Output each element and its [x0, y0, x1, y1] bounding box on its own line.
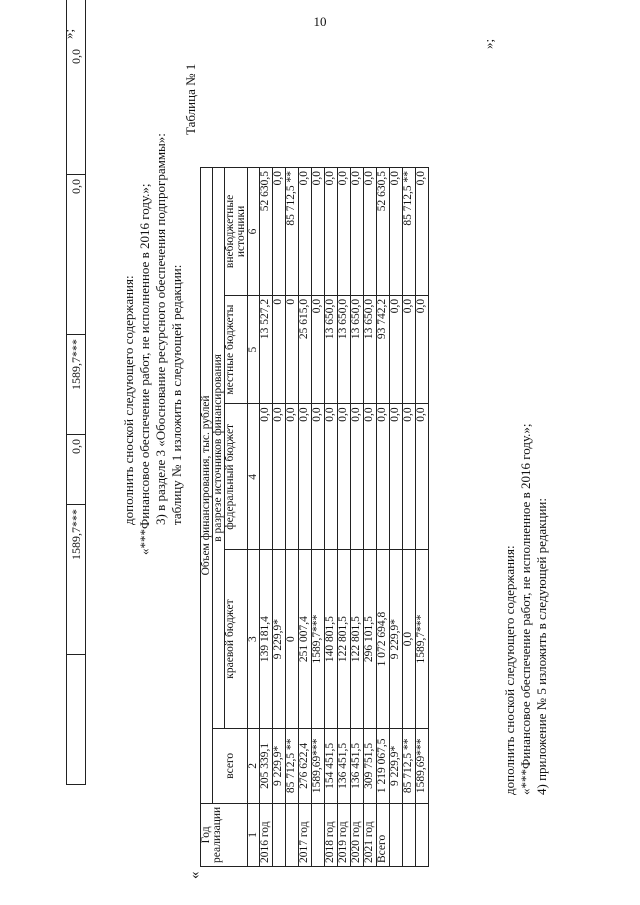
table-title: Таблица № 1: [183, 63, 198, 135]
column-number: 4: [248, 404, 260, 550]
table-cell: 93 742,2: [377, 295, 390, 404]
table-row: [416, 168, 429, 867]
table-cell: 0,0: [364, 404, 377, 550]
table-cell: 0,0: [286, 404, 299, 550]
intro-line-4: таблицу № 1 изложить в следующей редакции:: [169, 264, 184, 525]
table-cell: 2020 год: [351, 803, 364, 866]
table-cell: 0,0: [299, 168, 312, 296]
table-cell: 309 751,5: [364, 728, 377, 803]
table-cell: 122 801,5: [338, 550, 351, 729]
table-cell: 0,0: [416, 168, 429, 296]
header-federal: федеральный бюджет: [225, 404, 248, 550]
table-cell: 0,0: [403, 550, 416, 729]
table-cell: 2016 год: [260, 803, 273, 866]
outro-line-2: «***Финансовое обеспечение работ, не исполненное в 2016 году.»;: [518, 423, 533, 795]
table-row: [299, 168, 312, 867]
table-cell: 0,0: [325, 168, 338, 296]
header-year: Год реализации: [201, 803, 248, 866]
table-cell: 52 630,5: [260, 168, 273, 296]
table-cell: [273, 803, 286, 866]
table-cell: 136 451,5: [338, 728, 351, 803]
table-cell: 0,0: [67, 435, 85, 505]
header-breakdown: в разрезе источников финансирования: [213, 168, 225, 729]
closing-quote: »;: [61, 28, 76, 39]
table-cell: [403, 803, 416, 866]
table-cell: 9 229,9*: [390, 728, 403, 803]
table-cell: 139 181,4: [260, 550, 273, 729]
table-cell: 2017 год: [299, 803, 312, 866]
table-cell: 13 650,0: [364, 295, 377, 404]
table-cell: 2021 год: [364, 803, 377, 866]
column-number: 2: [248, 728, 260, 803]
table-cell: 140 801,5: [325, 550, 338, 729]
table-row: [286, 168, 299, 867]
table-cell: 13 650,0: [351, 295, 364, 404]
table-row: [364, 168, 377, 867]
table-cell: 9 229,9*: [390, 550, 403, 729]
table-cell: 1 072 694,8: [377, 550, 390, 729]
opening-quote: «: [187, 871, 203, 879]
table-cell: 85 712,5 **: [403, 728, 416, 803]
table-cell: 0,0: [403, 295, 416, 404]
table-cell: 85 712,5 **: [403, 168, 416, 296]
table-row: [260, 168, 273, 867]
table-cell: 13 650,0: [325, 295, 338, 404]
table-cell: 1589,7***: [67, 335, 85, 435]
table-cell: 154 451,5: [325, 728, 338, 803]
table-cell: 0,0: [312, 168, 325, 296]
intro-line-2: «***Финансовое обеспечение работ, не исполненное в 2016 году.»;: [137, 183, 152, 555]
table-cell: 0,0: [390, 295, 403, 404]
table-cell: 0,0: [377, 404, 390, 550]
column-number: 6: [248, 168, 260, 296]
financing-table: [200, 167, 429, 867]
table-cell: 0,0: [351, 168, 364, 296]
table-cell: 122 801,5: [351, 550, 364, 729]
table-body: [260, 168, 429, 867]
table-cell: 0,0: [312, 404, 325, 550]
table-cell: 0,0: [67, 45, 85, 175]
header-kraevoy: краевой бюджет: [225, 550, 248, 729]
table-cell: 276 622,4: [299, 728, 312, 803]
table-cell: 9 229,9*: [273, 550, 286, 729]
table-cell: 251 007,4: [299, 550, 312, 729]
column-number: 5: [248, 295, 260, 404]
table-cell: 0,0: [338, 404, 351, 550]
table-cell: 0,0: [325, 404, 338, 550]
intro-line-1: дополнить сноской следующего содержания:: [121, 275, 136, 525]
table-cell: 0,0: [312, 295, 325, 404]
table-cell: 1589,7***: [312, 550, 325, 729]
column-number: 1: [248, 803, 260, 866]
table-cell: [286, 803, 299, 866]
outro-line-1: дополнить сноской следующего содержания:: [502, 545, 517, 795]
table-cell: 0,0: [273, 168, 286, 296]
table-cell: 9 229,9*: [273, 728, 286, 803]
table-cell: [390, 803, 403, 866]
table-cell: 0,0: [273, 404, 286, 550]
table-cell: 52 630,5: [377, 168, 390, 296]
table-cell: 0,0: [260, 404, 273, 550]
table-cell: 0,0: [364, 168, 377, 296]
table-row: [377, 168, 390, 867]
table-cell: 0,0: [403, 404, 416, 550]
table-cell: 13 527,2: [260, 295, 273, 404]
intro-line-3: 3) в разделе 3 «Обоснование ресурсного обеспечения подпрограммы»:: [153, 133, 168, 525]
column-number: 3: [248, 550, 260, 729]
continued-table-row: [66, 0, 86, 785]
table-cell: 1589,69***: [416, 728, 429, 803]
page-number: 10: [313, 14, 327, 29]
table-cell: Всего: [377, 803, 390, 866]
table-row: [403, 168, 416, 867]
table-cell: [67, 655, 85, 785]
table-cell: 136 451,5: [351, 728, 364, 803]
table-cell: 2018 год: [325, 803, 338, 866]
header-local: местные бюджеты: [225, 295, 248, 404]
table-cell: [416, 803, 429, 866]
table-cell: 296 101,5: [364, 550, 377, 729]
table-cell: 0,0: [299, 404, 312, 550]
table-row: [390, 168, 403, 867]
table-cell: 1 219 067,5: [377, 728, 390, 803]
table-cell: 13 650,0: [338, 295, 351, 404]
table-cell: 25 615,0: [299, 295, 312, 404]
table-row: [273, 168, 286, 867]
table-cell: 0,0: [67, 175, 85, 335]
table-cell: 0,0: [390, 168, 403, 296]
table-cell: 0,0: [416, 295, 429, 404]
header-extra: внебюджетные источники: [225, 168, 248, 296]
table-closing-quote: »;: [481, 38, 496, 49]
table-cell: 85 712,5 **: [286, 168, 299, 296]
table-cell: 1589,7***: [67, 505, 85, 655]
table-cell: 0,0: [351, 404, 364, 550]
table-row: [312, 168, 325, 867]
table-cell: 85 712,5 **: [286, 728, 299, 803]
table-cell: 0: [286, 295, 299, 404]
header-total: всего: [213, 728, 248, 803]
outro-line-3: 4) приложение № 5 изложить в следующей редакции:: [534, 498, 549, 795]
table-cell: 0: [286, 550, 299, 729]
table-cell: 0,0: [338, 168, 351, 296]
table-row: [325, 168, 338, 867]
table-cell: 0: [273, 295, 286, 404]
header-volume: Объем финансирования, тыс. рублей: [201, 168, 213, 804]
table-row: [351, 168, 364, 867]
table-cell: [312, 803, 325, 866]
table-cell: 2019 год: [338, 803, 351, 866]
table-cell: 1589,7***: [416, 550, 429, 729]
table-cell: 0,0: [416, 404, 429, 550]
table-cell: 1589,69***: [312, 728, 325, 803]
table-row: [338, 168, 351, 867]
table-cell: 0,0: [390, 404, 403, 550]
table-cell: 205 339,1: [260, 728, 273, 803]
